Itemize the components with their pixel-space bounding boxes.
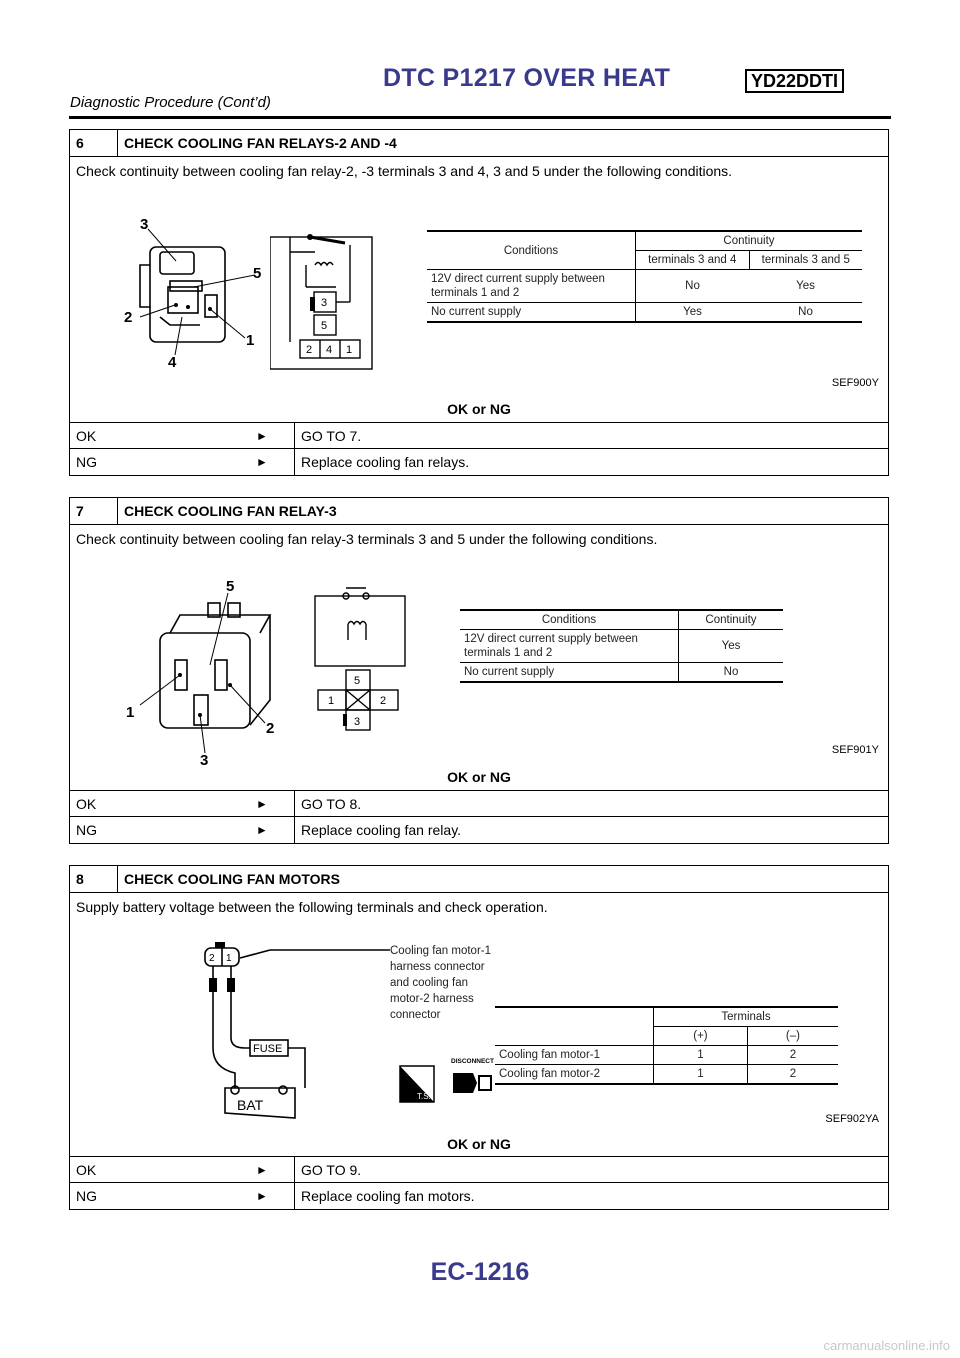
table-cell: 1 (654, 1065, 748, 1085)
schem-pin-3: 3 (321, 297, 328, 309)
step-title: CHECK COOLING FAN MOTORS (124, 871, 340, 887)
ok-or-ng-label: OK or NG (447, 769, 511, 785)
table-cell (495, 1007, 654, 1046)
step-6-title-row (70, 130, 888, 157)
th-continuity: Continuity (636, 231, 863, 251)
table-cell: 2 (789, 1068, 797, 1080)
arrow-icon: ► (256, 429, 268, 443)
arrow-icon: ► (256, 797, 268, 811)
schem-pin-1: 1 (328, 695, 335, 707)
step-8-body (70, 893, 888, 1157)
table-cell: Yes (749, 270, 862, 303)
th-minus: (–) (747, 1027, 838, 1046)
ts-label: T.S. (417, 1092, 431, 1101)
th-terminals: Terminals (654, 1007, 839, 1027)
table-cell: No current supply (427, 303, 636, 323)
fan-motor-wiring-figure (195, 938, 495, 1138)
step-7-title-row (70, 498, 888, 525)
step-instruction: Check continuity between cooling fan relay-2, -3 terminals 3 and 4, 3 and 5 under the following conditions. (76, 163, 733, 179)
ok-or-ng-label: OK or NG (447, 401, 511, 417)
th-plus: (+) (654, 1027, 748, 1046)
figure-code: SEF900Y (831, 377, 879, 389)
terminals-table (495, 1006, 838, 1085)
schem-pin-1: 1 (346, 344, 353, 356)
schem-pin-4: 4 (326, 344, 333, 356)
step-number: 8 (70, 866, 118, 892)
page-title: DTC P1217 OVER HEAT (383, 64, 671, 92)
result-action: GO TO 8. (301, 796, 362, 812)
connector-label-line-2: harness connector (390, 961, 485, 973)
step-6-box (69, 129, 889, 476)
schem-pin-3: 3 (354, 716, 361, 728)
arrow-icon: ► (256, 1189, 268, 1203)
result-row-ok: OK ► GO TO 8. (70, 791, 888, 817)
result-row-ok: OK ► GO TO 7. (70, 423, 888, 449)
th-conditions: Conditions (427, 231, 636, 270)
relay-4pin-schematic (270, 227, 375, 372)
table-cell: 2 (747, 1046, 838, 1065)
table-cell: 1 (654, 1046, 748, 1065)
pin-label-2: 2 (124, 309, 133, 326)
connector-label-line-5: connector (390, 1009, 441, 1021)
pin-label-2: 2 (266, 720, 275, 737)
table-cell: Yes (679, 630, 784, 663)
battery-label: BAT (237, 1097, 264, 1113)
table-cell: No current supply (460, 663, 679, 683)
table-cell: No (798, 306, 813, 318)
table-cell: Cooling fan motor-1 (495, 1046, 654, 1065)
step-8-title-row (70, 866, 888, 893)
figure-code: SEF901Y (831, 744, 879, 756)
connector-label-line-3: and cooling fan (390, 977, 469, 989)
result-row-ng: NG ► Replace cooling fan relays. (70, 449, 888, 475)
pin-label-1: 1 (126, 704, 135, 721)
schem-pin-5: 5 (354, 675, 361, 687)
engine-badge: YD22DDTI (745, 69, 844, 93)
th-continuity: Continuity (679, 610, 784, 630)
table-cell: Yes (683, 306, 702, 318)
schem-pin-5: 5 (321, 320, 328, 332)
schem-pin-2: 2 (306, 344, 313, 356)
pin-label-1: 1 (246, 332, 255, 349)
th-conditions: Conditions (460, 610, 679, 630)
step-title: CHECK COOLING FAN RELAY-3 (124, 503, 337, 519)
result-row-ng: NG ► Replace cooling fan relay. (70, 817, 888, 843)
ok-or-ng-label: OK or NG (447, 1136, 511, 1152)
table-cell: No (636, 270, 750, 303)
result-action: GO TO 9. (301, 1162, 362, 1178)
pin-label-3: 3 (140, 217, 149, 233)
result-action: GO TO 7. (301, 428, 362, 444)
connector-pin-2: 2 (209, 953, 215, 964)
header-rule (69, 116, 891, 119)
disconnect-icon (451, 1058, 494, 1093)
pin-label-3: 3 (200, 752, 209, 765)
th-col-b: terminals 3 and 5 (749, 251, 862, 270)
connector-pin-1: 1 (226, 953, 232, 964)
continuity-table (427, 230, 862, 323)
table-cell: 12V direct current supply between terminals 1 and 2 (427, 270, 636, 303)
table-cell: No (723, 666, 739, 678)
step-number: 7 (70, 498, 118, 524)
result-row-ok: OK ► GO TO 9. (70, 1157, 888, 1183)
step-8-box (69, 865, 889, 1210)
arrow-icon: ► (256, 823, 268, 837)
connector-label-line-4: motor-2 harness (390, 993, 474, 1005)
relay-3pin-figure (120, 575, 320, 765)
step-6-body (70, 157, 888, 423)
pin-label-5: 5 (253, 265, 262, 282)
result-action: Replace cooling fan relays. (301, 454, 470, 470)
step-number: 6 (70, 130, 118, 156)
watermark: carmanualsonline.info (823, 1338, 950, 1353)
step-instruction: Supply battery voltage between the following terminals and check operation. (76, 899, 548, 915)
th-col-a: terminals 3 and 4 (636, 251, 750, 270)
table-cell: 12V direct current supply between terminals 1 and 2 (460, 630, 679, 663)
svg-text:DISCONNECT: DISCONNECT (451, 1058, 494, 1065)
schem-pin-2: 2 (380, 695, 387, 707)
result-action: Replace cooling fan relay. (301, 822, 462, 838)
arrow-icon: ► (256, 455, 268, 469)
step-7-box (69, 497, 889, 844)
pin-label-4: 4 (168, 354, 177, 371)
result-action: Replace cooling fan motors. (301, 1188, 475, 1204)
step-7-body (70, 525, 888, 791)
table-cell: Cooling fan motor-2 (495, 1065, 654, 1085)
fuse-label: FUSE (253, 1043, 283, 1055)
step-instruction: Check continuity between cooling fan relay-3 terminals 3 and 5 under the following conditions. (76, 531, 658, 547)
page-subtitle: Diagnostic Procedure (Cont’d) (70, 94, 271, 111)
arrow-icon: ► (256, 1163, 268, 1177)
test-symbol-icon (400, 1066, 434, 1102)
step-title: CHECK COOLING FAN RELAYS-2 AND -4 (124, 135, 397, 151)
page-number: EC-1216 (430, 1258, 530, 1286)
pin-label-5: 5 (226, 578, 235, 595)
result-row-ng: NG ► Replace cooling fan motors. (70, 1183, 888, 1209)
figure-code: SEF902YA (825, 1113, 879, 1125)
connector-label-line-1: Cooling fan motor-1 (390, 945, 491, 957)
relay-3pin-schematic (310, 580, 410, 740)
continuity-table (460, 609, 783, 683)
